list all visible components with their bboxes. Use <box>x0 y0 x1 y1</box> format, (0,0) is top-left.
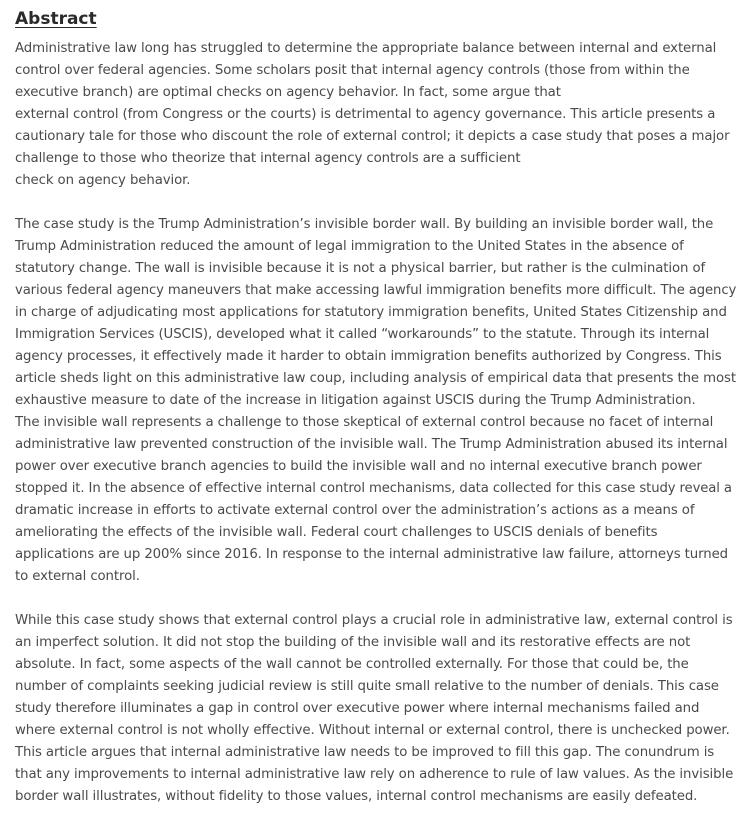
paragraph-gap <box>15 588 737 610</box>
paragraph-line: dramatic increase in efforts to activate external control over the administration’s actions as a means of <box>15 503 695 518</box>
paragraph-line: various federal agency maneuvers that make accessing lawful immigration benefits more difficult. The agency <box>15 283 737 298</box>
paragraph-line: Trump Administration reduced the amount of legal immigration to the United States in the absence of <box>15 239 684 254</box>
paragraph-line: number of complaints seeking judicial review is still quite small relative to the number of denials. This case <box>15 679 719 694</box>
paragraph-line: Administrative law long has struggled to determine the appropriate balance between internal and external <box>15 41 717 56</box>
paragraph-line: to external control. <box>15 569 140 584</box>
paragraph-line: executive branch) are optimal checks on agency behavior. In fact, some argue that <box>15 85 561 100</box>
paragraph-line: article sheds light on this administrative law coup, including analysis of empirical data that presents the most <box>15 371 736 386</box>
paragraph-line: an imperfect solution. It did not stop the building of the invisible wall and its restorative effects are not <box>15 635 691 650</box>
paragraph-line: applications are up 200% since 2016. In response to the internal administrative law failure, attorneys turned <box>15 547 728 562</box>
paragraph-line: where external control is not wholly effective. Without internal or external control, there is unchecked power. <box>15 723 730 738</box>
paragraph-line: border wall illustrates, without fidelity to those values, internal control mechanisms are easily defeated. <box>15 789 698 804</box>
abstract-paragraph-1 <box>15 38 737 192</box>
paragraph-line: check on agency behavior. <box>15 173 191 188</box>
paragraph-line: Immigration Services (USCIS), developed what it called “workarounds” to the statute. Through its internal <box>15 327 710 342</box>
paragraph-gap <box>15 192 737 214</box>
paragraph-line: ameliorating the effects of the invisible wall. Federal court challenges to USCIS denials of benefits <box>15 525 658 540</box>
paragraph-line: in charge of adjudicating most applications for statutory immigration benefits, United States Citizenship and <box>15 305 727 320</box>
paragraph-line: The case study is the Trump Administration’s invisible border wall. By building an invisible border wall, the <box>15 217 714 232</box>
abstract-body <box>15 38 737 808</box>
paragraph-line: external control (from Congress or the courts) is detrimental to agency governance. This article presents a <box>15 107 716 122</box>
paragraph-line: cautionary tale for those who discount the role of external control; it depicts a case study that poses a major <box>15 129 730 144</box>
paragraph-line: statutory change. The wall is invisible because it is not a physical barrier, but rather is the culmination of <box>15 261 706 276</box>
paragraph-line: study therefore illuminates a gap in control over executive power where internal mechanisms failed and <box>15 701 700 716</box>
abstract-paragraph-2 <box>15 214 737 588</box>
paragraph-line: agency processes, it effectively made it harder to obtain immigration benefits authorized by Congress. This <box>15 349 722 364</box>
paragraph-line: challenge to those who theorize that internal agency controls are a sufficient <box>15 151 521 166</box>
paragraph-line: While this case study shows that external control plays a crucial role in administrative law, external control is <box>15 613 733 628</box>
paragraph-line: The invisible wall represents a challenge to those skeptical of external control because no facet of internal <box>15 415 714 430</box>
paragraph-line: control over federal agencies. Some scholars posit that internal agency controls (those from within the <box>15 63 690 78</box>
paragraph-line: power over executive branch agencies to build the invisible wall and no internal executive branch power <box>15 459 702 474</box>
paragraph-line: This article argues that internal administrative law needs to be improved to fill this gap. The conundrum is <box>15 745 715 760</box>
paragraph-line: stopped it. In the absence of effective internal control mechanisms, data collected for this case study reveal a <box>15 481 732 496</box>
paragraph-line: exhaustive measure to date of the increase in litigation against USCIS during the Trump Administration. <box>15 393 696 408</box>
abstract-heading: Abstract <box>15 9 97 29</box>
paragraph-line: absolute. In fact, some aspects of the wall cannot be controlled externally. For those that could be, the <box>15 657 689 672</box>
paragraph-line: administrative law prevented construction of the invisible wall. The Trump Administration abused its internal <box>15 437 728 452</box>
abstract-paragraph-3 <box>15 610 737 808</box>
paragraph-line: that any improvements to internal administrative law rely on adherence to rule of law values. As the invisible <box>15 767 734 782</box>
